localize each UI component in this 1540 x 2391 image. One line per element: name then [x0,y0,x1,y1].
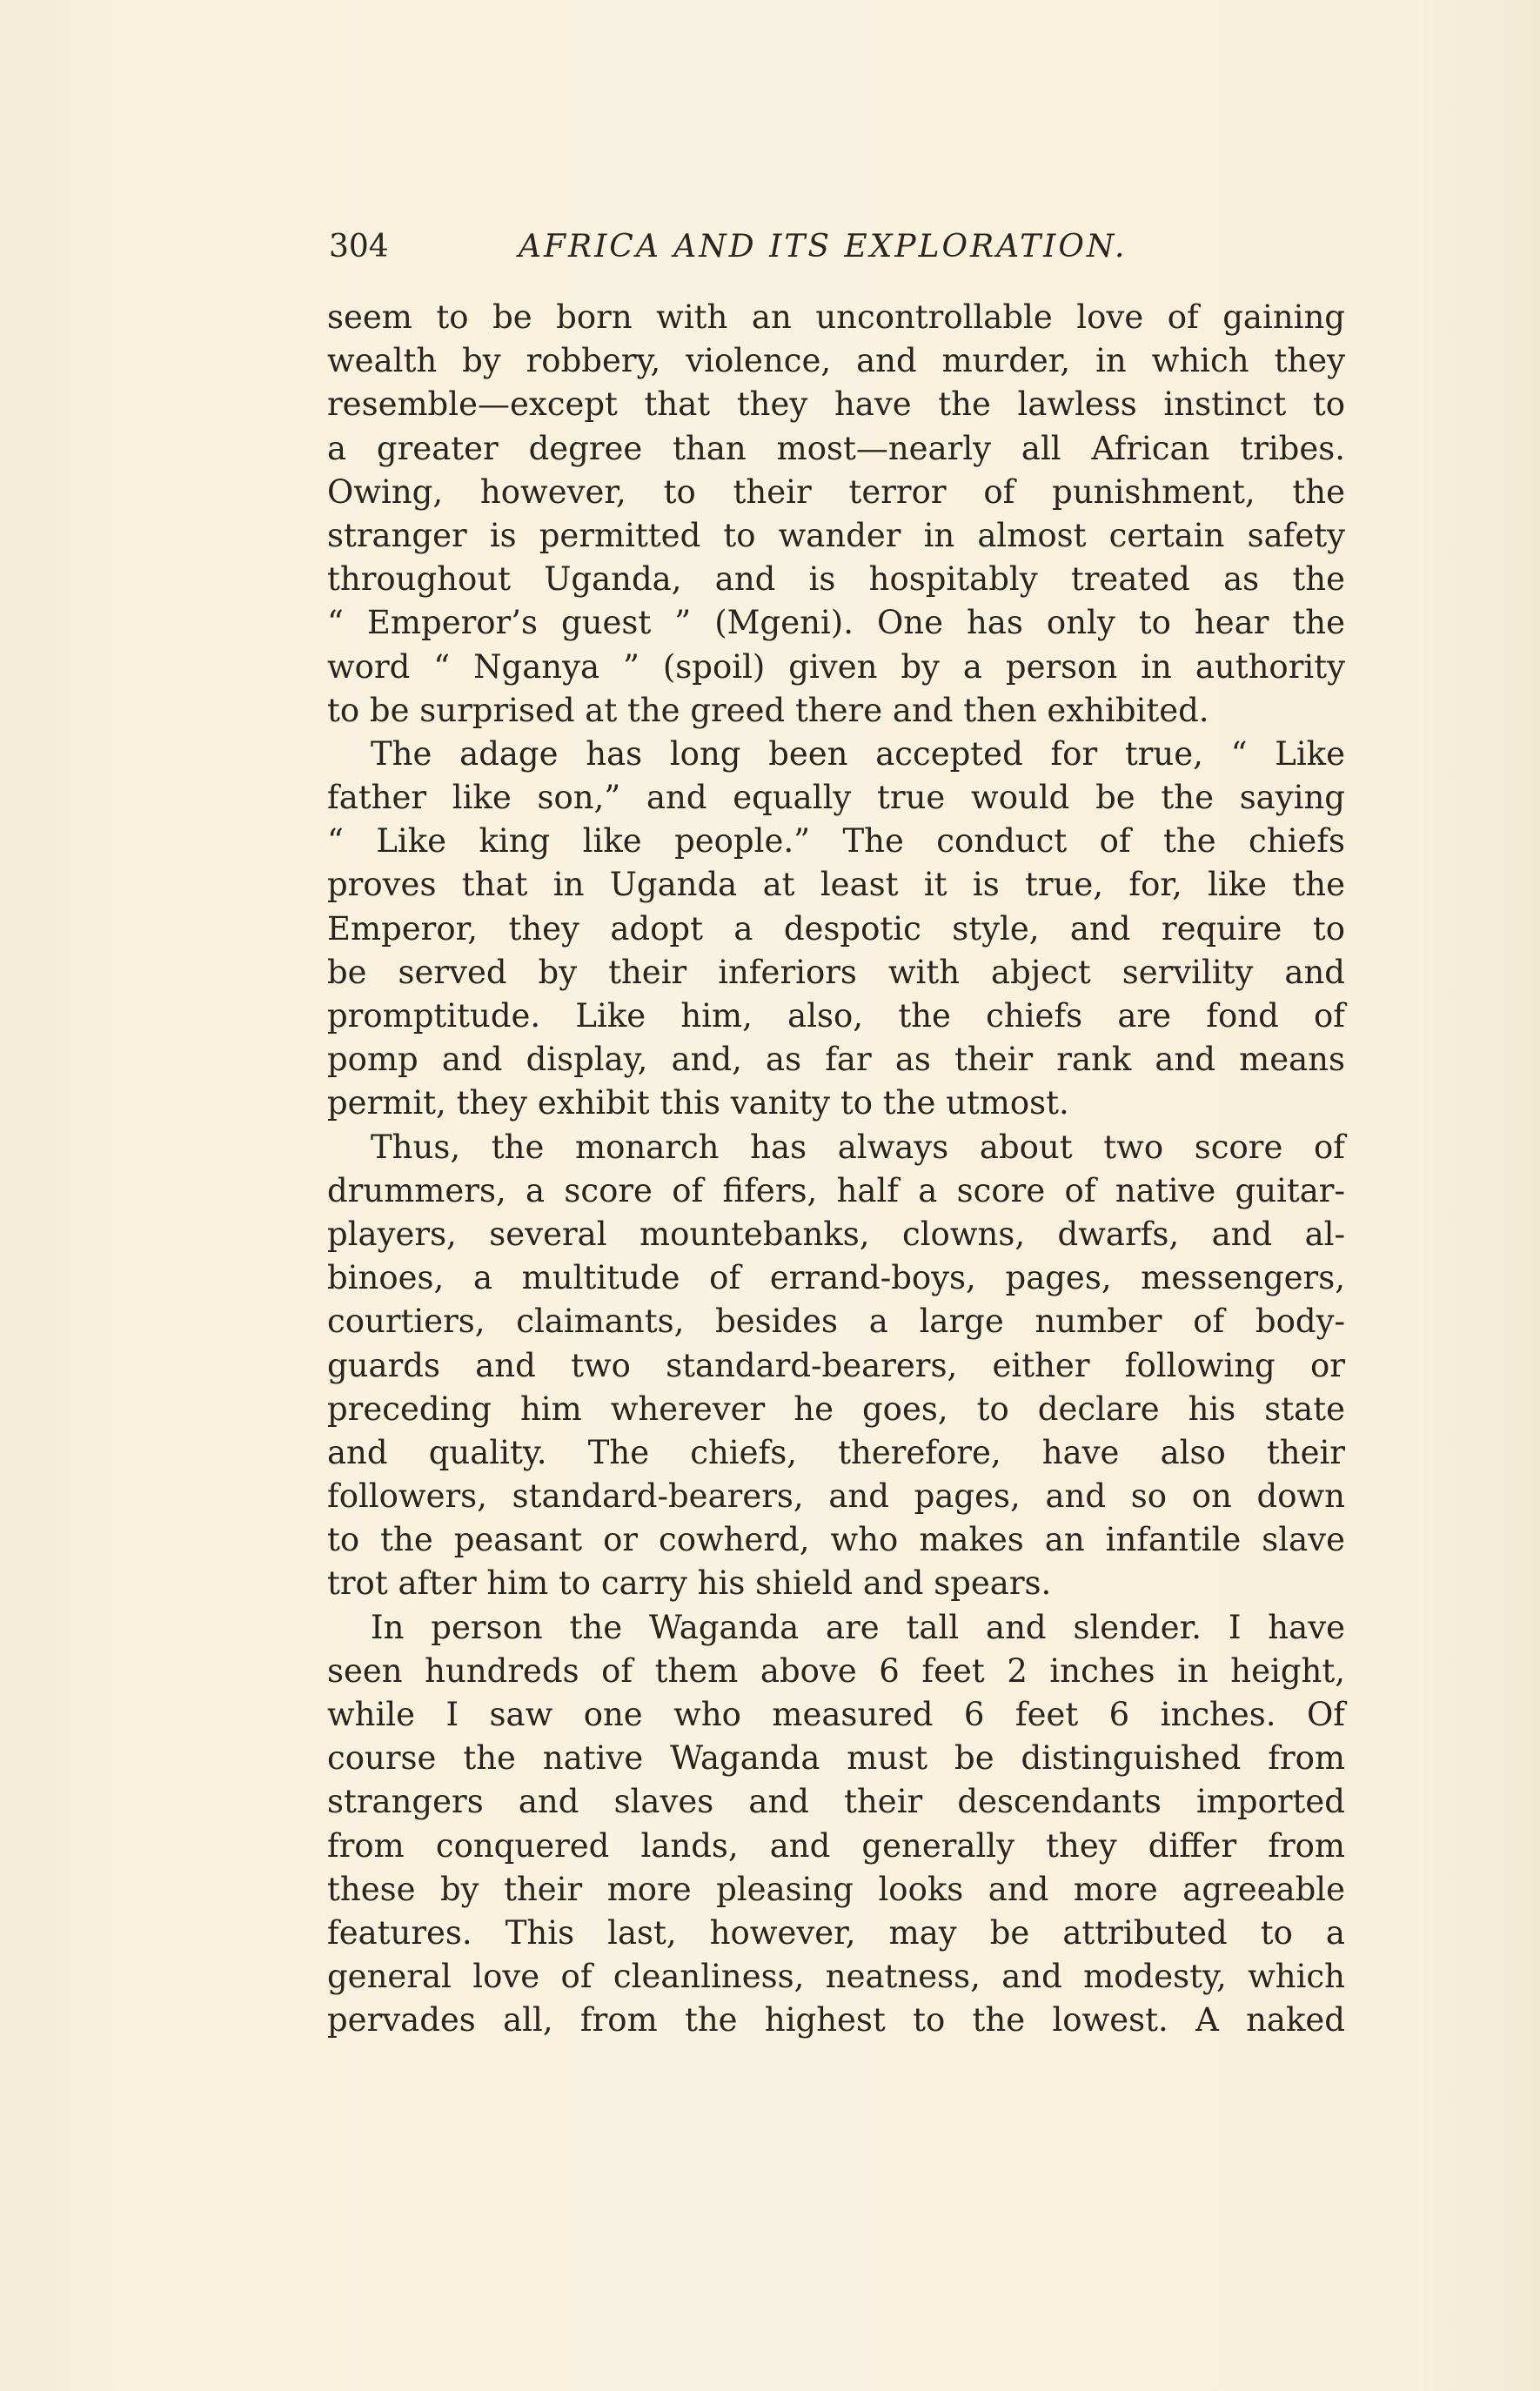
paragraph [327,733,1345,1126]
text-line: In person the Waganda are tall and slender. I have [371,1608,1345,1646]
text-line: courtiers, claimants, besides a large number of body- [327,1303,1345,1341]
text-line: seen hundreds of them above 6 feet 2 inches in height, [327,1651,1345,1690]
text-line: The adage has long been accepted for true, “ Like [371,734,1345,773]
text-line: these by their more pleasing looks and more agreeable [327,1870,1345,1908]
text-line: strangers and slaves and their descendants imported [327,1783,1345,1821]
body-text [327,296,1345,2043]
text-line: binoes, a multitude of errand-boys, pages, messengers, [327,1259,1345,1297]
text-line: while I saw one who measured 6 feet 6 inches. Of [327,1696,1345,1733]
text-line: course the native Waganda must be distinguished from [327,1739,1345,1778]
text-line: features. This last, however, may be attributed to a [327,1913,1345,1952]
text-line: be served by their inferiors with abject servility and [327,953,1345,991]
paragraph [327,296,1345,733]
text-line: pervades all, from the highest to the lowest. A naked [327,2001,1345,2039]
text-line: resemble—except that they have the lawless instinct to [327,385,1345,424]
text-line: and quality. The chiefs, therefore, have also their [327,1433,1345,1471]
text-line: players, several mountebanks, clowns, dwarfs, and al- [327,1215,1345,1253]
text-line: from conquered lands, and generally they differ from [327,1826,1345,1865]
running-title: AFRICA AND ITS EXPLORATION. [519,229,1128,265]
text-line: “ Like king like people.” The conduct of the chiefs [327,822,1345,861]
text-line: throughout Uganda, and is hospitably treated as the [327,560,1345,599]
paragraph [327,1126,1345,1606]
text-line: a greater degree than most—nearly all African tribes. [327,429,1345,467]
text-line: guards and two standard-bearers, either following or [327,1346,1345,1384]
text-line: seem to be born with an uncontrollable love of gaining [327,298,1345,336]
text-line: preceding him wherever he goes, to declare his state [327,1390,1345,1428]
text-line: Owing, however, to their terror of punishment, the [327,472,1345,511]
text-line: to be surprised at the greed there and then exhibited. [327,691,1209,729]
paragraph [327,1606,1345,2043]
text-line: permit, they exhibit this vanity to the utmost. [327,1084,1069,1122]
text-line: pomp and display, and, as far as their rank and means [327,1041,1345,1079]
text-line: Thus, the monarch has always about two score of [371,1128,1345,1166]
text-line: drummers, a score of fifers, half a score of native guitar- [327,1171,1345,1209]
text-line: promptitude. Like him, also, the chiefs are fond of [327,997,1345,1035]
text-line: “ Emperor’s guest ” (Mgeni). One has only to hear the [327,604,1345,642]
text-line: followers, standard-bearers, and pages, and so on down [327,1477,1345,1516]
text-line: wealth by robbery, violence, and murder, in which they [327,342,1345,380]
text-line: word “ Nganya ” (spoil) given by a person in authority [327,647,1345,686]
text-line: stranger is permitted to wander in almost certain safety [327,516,1345,554]
text-line: to the peasant or cowherd, who makes an infantile slave [327,1521,1345,1559]
text-line: Emperor, they adopt a despotic style, and require to [327,909,1345,948]
text-line: general love of cleanliness, neatness, and modesty, which [327,1958,1345,1996]
text-line: trot after him to carry his shield and spears. [327,1564,1052,1603]
page-number: 304 [329,229,389,265]
text-line: proves that in Uganda at least it is true, for, like the [327,866,1345,904]
text-line: father like son,” and equally true would be the saying [327,779,1345,817]
page-header [329,224,1182,270]
